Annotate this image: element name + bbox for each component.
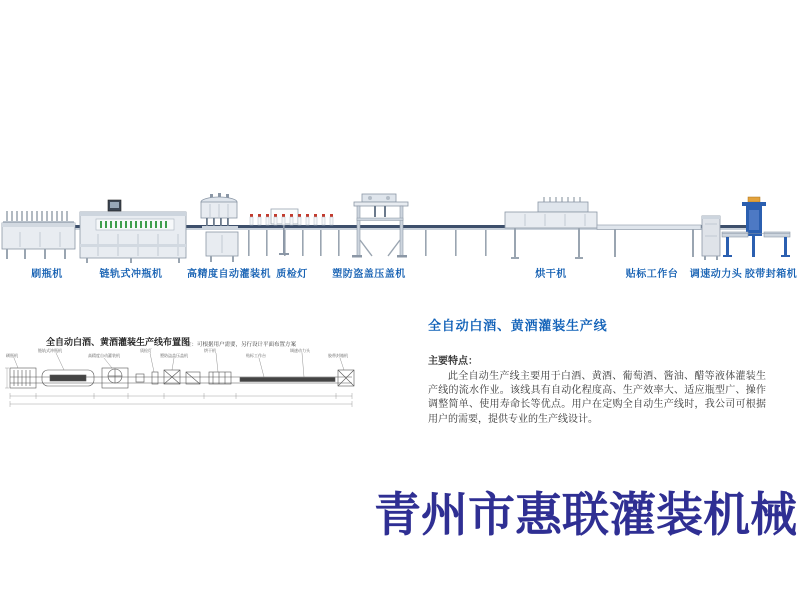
machine-label-carton-sealer: 胶带封箱机: [744, 269, 798, 280]
svg-text:刷瓶机: 刷瓶机: [6, 353, 18, 358]
svg-text:胶带封箱机: 胶带封箱机: [328, 353, 348, 358]
svg-text:塑防盗盖压盖机: 塑防盗盖压盖机: [160, 353, 188, 358]
layout-drawing-title: 全自动白酒、黄酒灌装生产线布置图: [45, 337, 191, 347]
svg-text:调速动力头: 调速动力头: [290, 348, 310, 353]
machine-label-inspection-lamp: 质检灯: [276, 269, 308, 280]
machine-label-power-head: 调速动力头: [689, 269, 743, 280]
machine-label-drying-machine: 烘干机: [535, 269, 567, 280]
production-line-illustration: [0, 192, 800, 267]
features-paragraph: 此全自动生产线主要用于白酒、黄酒、葡萄酒、酱油、醋等液体灌装生产线的流水作业。该线具有自动化程度高、生产效率大、适应瓶型广、操作调整简单、使用寿命长等优点。用户在定购全自动生产线时，我公司可根据用户的需要，提供专业的生产线设计。: [428, 371, 766, 425]
description-block: [428, 315, 768, 427]
machine-label-capping-machine: 塑防盗盖压盖机: [332, 269, 406, 280]
bottle-washer-illustration: [80, 200, 186, 263]
layout-drawing: [4, 330, 360, 414]
company-title: 青州市惠联灌装机械: [374, 488, 797, 541]
svg-text:高精度自动灌装机: 高精度自动灌装机: [88, 353, 120, 358]
svg-text:链轨式冲瓶机: 链轨式冲瓶机: [38, 348, 62, 353]
layout-drawing-dimensions: [5, 368, 352, 407]
features-label: 主要特点：: [428, 356, 478, 367]
power-head-illustration: [702, 216, 720, 260]
bottles-on-conveyor: [250, 214, 333, 225]
filling-machine-illustration: [201, 193, 238, 262]
drying-machine-illustration: [505, 197, 597, 259]
labeling-table-illustration: [597, 225, 701, 257]
layout-drawing-note: 注：可根据用户需要，另行设计平面布置方案: [186, 342, 297, 348]
svg-text:贴标工作台: 贴标工作台: [246, 353, 266, 358]
machine-label-labeling-table: 贴标工作台: [625, 269, 679, 280]
svg-text:质检灯: 质检灯: [140, 348, 152, 353]
svg-text:烘干机: 烘干机: [204, 348, 216, 353]
machine-label-brush-machine: 刷瓶机: [31, 269, 63, 280]
layout-drawing-plan: [10, 368, 354, 388]
product-heading: 全自动白酒、黄酒灌装生产线: [428, 318, 608, 333]
brush-machine-illustration: [2, 211, 75, 259]
machine-label-filling-machine: 高精度自动灌装机: [187, 269, 271, 280]
machine-label-bottle-washer: 链轨式冲瓶机: [99, 269, 163, 280]
